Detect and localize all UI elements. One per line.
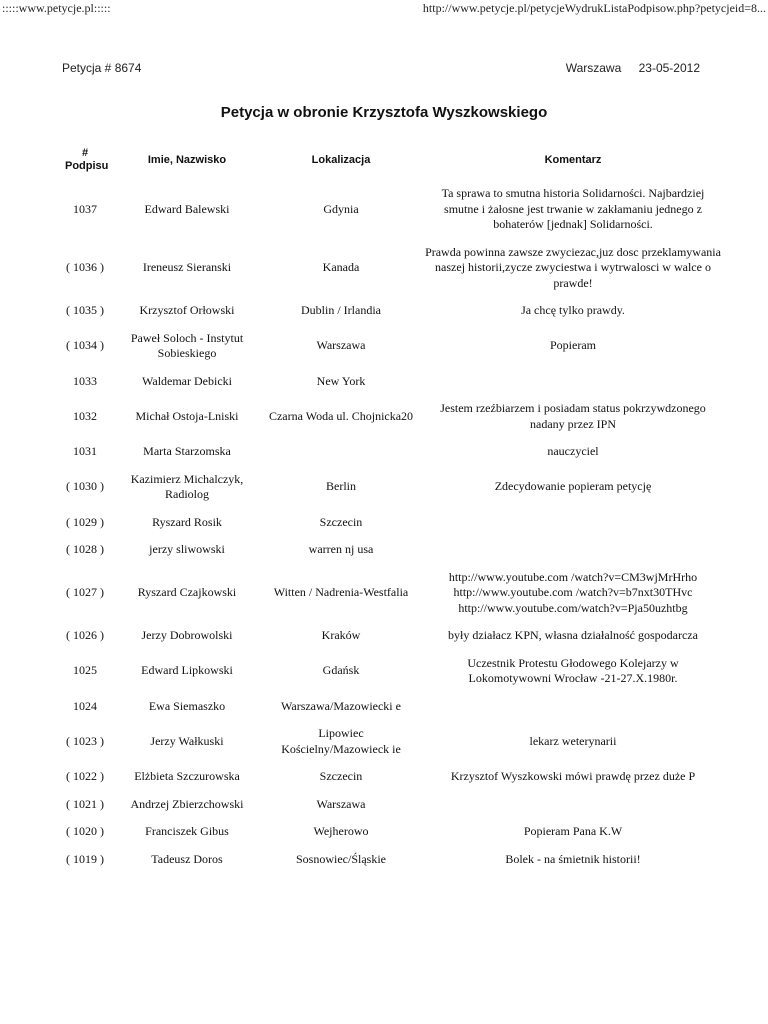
signer-comment: Ta sprawa to smutna historia Solidarności. Najbardziej smutne i żałosne jest trwanie w zakłamaniu jednego z bohaterów [jednak] Solidarności. [441,186,705,231]
petition-place: Warszawa [565,61,622,75]
signature-number: ( 1035 ) [66,303,104,317]
signature-number: 1033 [73,373,97,388]
signature-number: ( 1026 ) [66,628,104,642]
signature-number: 1032 [73,408,97,423]
signer-name: Ewa Siemaszko [148,698,226,713]
print-header-url: http://www.petycje.pl/petycjeWydrukListaPodpisow.php?petycjeid=8... [422,1,766,15]
signatures-body [56,180,724,873]
signer-comment: Popieram Pana K.W [523,824,623,838]
signer-name: Ireneusz Sieranski [142,260,232,274]
signature-number: 1025 [73,663,97,678]
header-number-label: # Podpisu [65,147,109,172]
signer-comment [422,368,724,396]
signer-location: Kanada [322,260,360,274]
signer-comment: Popieram [550,338,596,353]
signer-comment: Jestem rzeźbiarzem i posiadam status pokrzywdzonego nadany przez IPN [440,401,706,431]
table-row [56,325,724,368]
signatures-table [56,140,724,873]
signer-name: Waldemar Debicki [142,373,232,388]
signer-comment [422,791,724,819]
signer-comment: nauczyciel [547,444,599,458]
page-title: Petycja w obronie Krzysztofa Wyszkowskiego [220,104,548,121]
signer-location: Witten / Nadrenia-Westfalia [273,585,409,599]
signer-comment [422,536,724,564]
header-name: Imie, Nazwisko [147,153,227,166]
signer-location: Szczecin [319,769,363,783]
print-header [0,0,768,16]
signer-location: Berlin [326,479,356,494]
table-row [56,763,724,791]
signature-number: ( 1036 ) [66,260,104,274]
table-row [56,818,724,846]
signer-location: Czarna Woda ul. Chojnicka20 [268,408,414,423]
table-row [56,564,724,623]
signer-name: Ryszard Czajkowski [137,585,237,599]
signer-name: Edward Balewski [144,201,230,216]
signer-location: New York [316,373,366,388]
signer-comment: Bolek - na śmietnik historii! [505,851,641,866]
signer-location: Wejherowo [313,824,369,838]
table-row [56,536,724,564]
table-row [56,693,724,721]
signer-comment: Ja chcę tylko prawdy. [521,303,625,317]
signer-location: Warszawa [316,338,366,353]
signer-location: Warszawa [316,796,366,811]
signer-name: Michał Ostoja-Lniski [135,408,239,423]
signer-comment: Prawda powinna zawsze zwyciezac,juz dosc przeklamywania naszej historii,zycze zwyciestwa i wytrwalosci w walce o prawde! [425,244,721,290]
header-location: Lokalizacja [311,153,371,166]
signer-comment: Zdecydowanie popieram petycję [494,479,652,494]
signer-comment [422,509,724,537]
table-row [56,509,724,537]
signer-name: Ryszard Rosik [152,514,222,529]
table-row [56,622,724,650]
signature-number: ( 1019 ) [66,851,104,866]
petition-date: 23-05-2012 [638,61,700,75]
signer-location: Szczecin [319,514,363,529]
header-comment: Komentarz [544,153,602,166]
signer-name: Jerzy Dobrowolski [141,628,233,642]
signature-number: 1037 [73,201,97,216]
signer-location: Dublin / Irlandia [301,303,381,317]
signer-location: Sosnowiec/Śląskie [296,851,386,866]
signer-comment [422,693,724,721]
signer-name: Andrzej Zbierzchowski [130,796,244,811]
signature-number: 1031 [73,444,97,458]
signer-name: Krzysztof Orłowski [139,303,235,317]
signer-location: Warszawa/Mazowiecki e [281,698,401,713]
table-row [56,466,724,509]
table-row [56,368,724,396]
signer-comment: Krzysztof Wyszkowski mówi prawdę przez duże P [450,769,696,783]
signature-number: ( 1021 ) [66,796,104,811]
place-date [566,61,700,75]
signature-number: ( 1027 ) [66,585,104,599]
table-row [56,239,724,298]
signer-name: Jerzy Wałkuski [150,733,224,748]
signature-number: ( 1029 ) [66,514,104,529]
signer-comment: lekarz weterynarii [529,733,617,748]
signature-number: ( 1028 ) [66,542,104,556]
signer-name: Edward Lipkowski [141,663,233,678]
table-row [56,395,724,438]
table-row [56,438,724,466]
table-row [56,720,724,763]
signature-number: ( 1022 ) [66,769,104,783]
signer-location: Gdynia [323,201,359,216]
signature-number: ( 1020 ) [66,824,104,838]
signer-location: Kraków [321,628,361,642]
signature-number: ( 1030 ) [66,479,104,494]
petition-number: Petycja # 8674 [62,61,142,75]
table-row [56,846,724,874]
signer-name: Franciszek Gibus [145,824,229,838]
signature-number: 1024 [73,698,97,713]
table-row [56,791,724,819]
signer-name: jerzy sliwowski [149,542,225,556]
petition-meta [62,61,700,79]
table-row [56,650,724,693]
table-row [56,180,724,239]
signer-name: Paweł Soloch - Instytut Sobieskiego [130,330,244,360]
signer-location: Lipowiec Kościelny/Mazowieck ie [281,726,401,756]
signer-location: warren nj usa [308,542,374,556]
print-header-site: :::::www.petycje.pl::::: [2,1,111,15]
signer-name: Marta Starzomska [143,444,231,458]
signature-number: ( 1023 ) [66,733,104,748]
signer-name: Tadeusz Doros [151,851,223,866]
signer-name: Elżbieta Szczurowska [134,769,240,783]
signer-comment: były działacz KPN, własna działalność gospodarcza [448,628,698,642]
signer-comment: Uczestnik Protestu Głodowego Kolejarzy w Lokomotywowni Wrocław -21-27.X.1980r. [467,655,679,685]
table-row [56,297,724,325]
header-number [56,140,114,180]
signer-location [260,438,422,466]
signer-name: Kazimierz Michalczyk, Radiolog [130,471,244,501]
signer-comment: http://www.youtube.com /watch?v=CM3wjMrHrho http://www.youtube.com /watch?v=b7nxt30THvc http://www.youtube.com/watch?v=Pja50uzhtbg [448,569,698,615]
signature-number: ( 1034 ) [66,338,104,353]
table-header-row [56,140,724,180]
signer-location: Gdańsk [322,663,360,678]
